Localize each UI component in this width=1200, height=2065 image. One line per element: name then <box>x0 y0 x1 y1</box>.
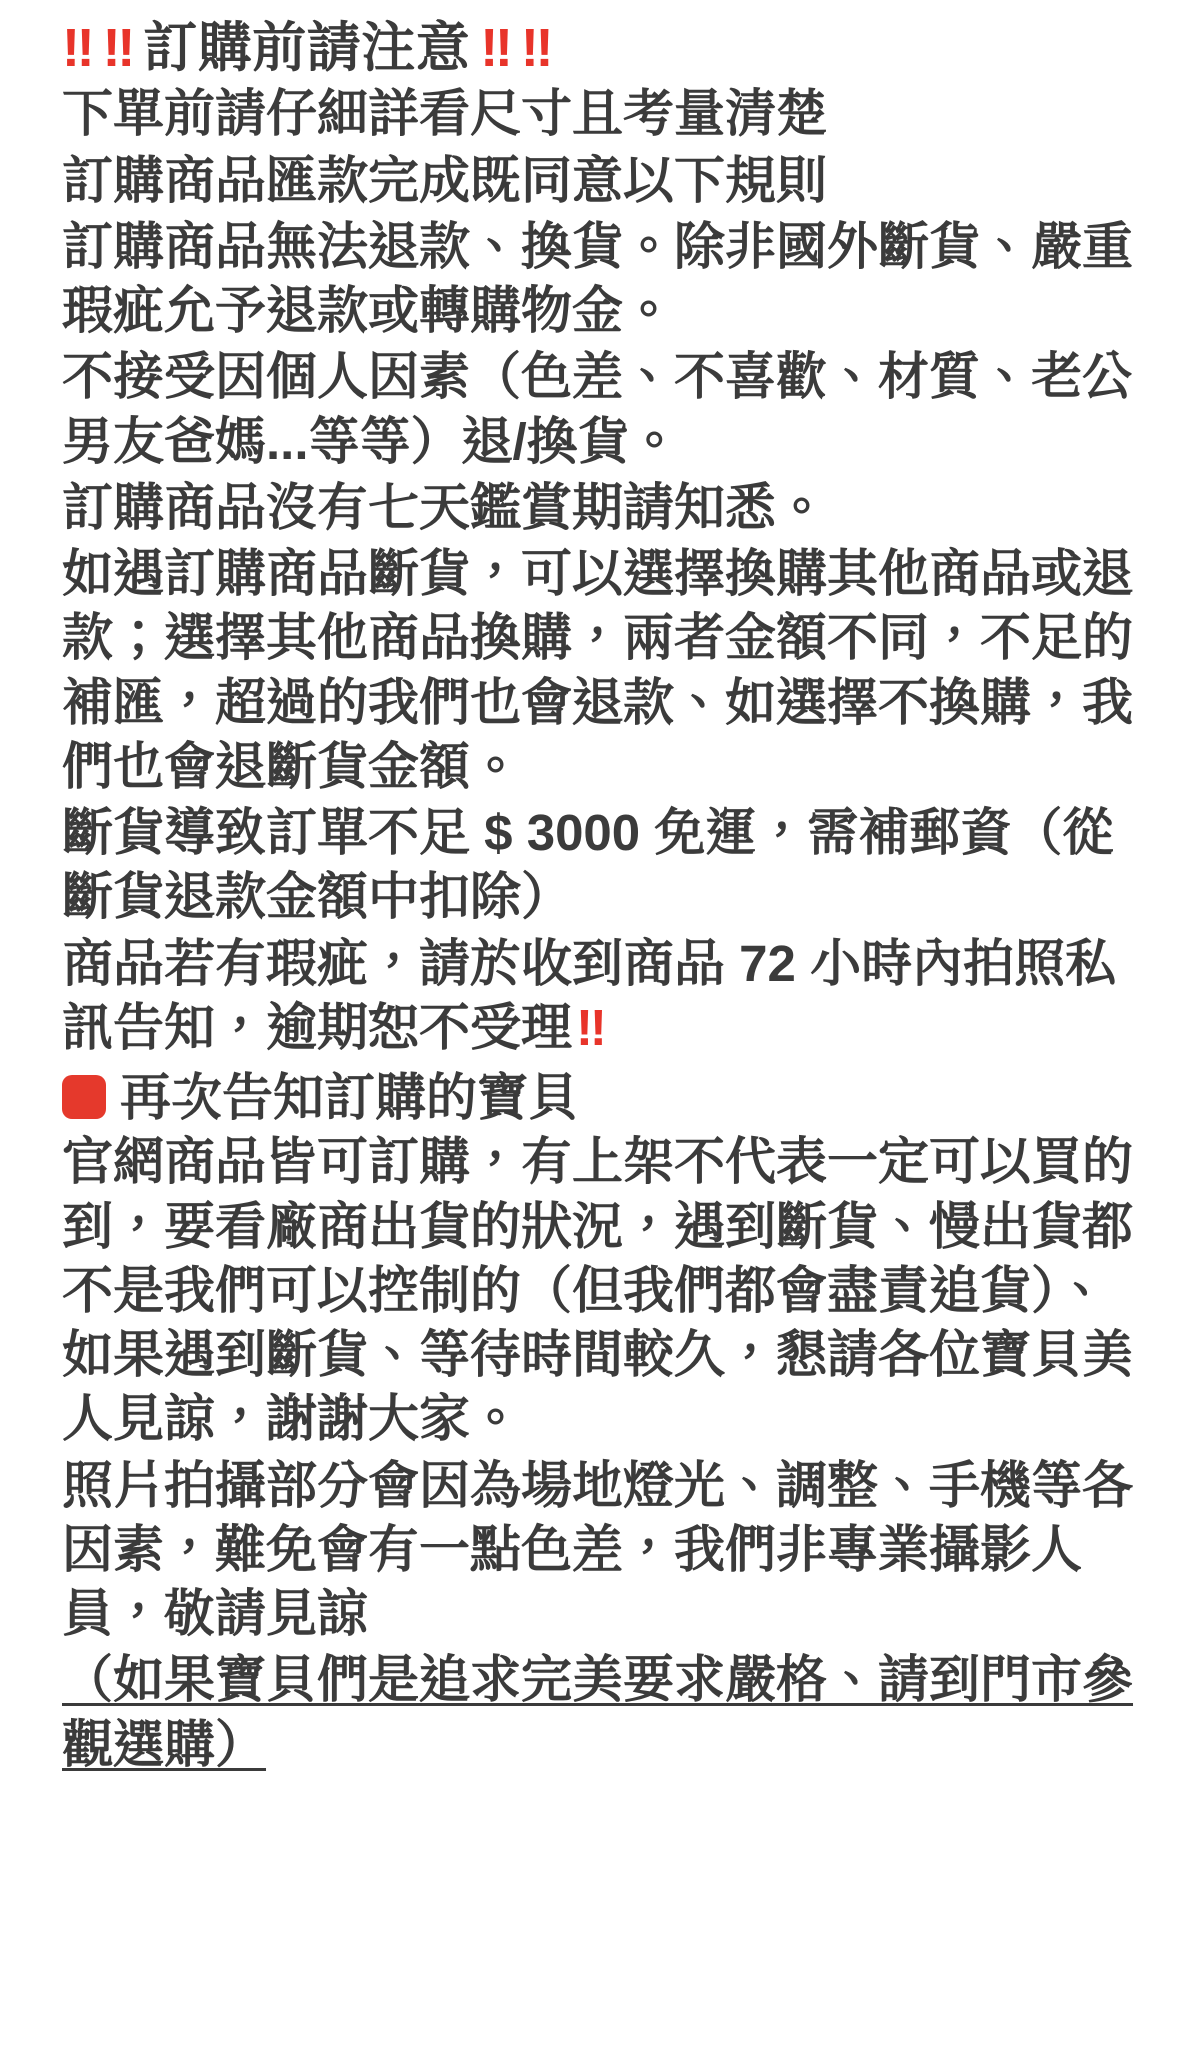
section-notice-heading <box>62 1066 1140 1130</box>
rule-paragraph-stock: 官網商品皆可訂購，有上架不代表一定可以買的到，要看廠商出貨的狀況，遇到斷貨、慢出貨都不是我們可以控制的（但我們都會盡責追貨）、如果遇到斷貨、等待時間較久，懇請各位寶貝美人見諒，謝謝大家。 <box>62 1133 1134 1448</box>
rule-paragraph-defect <box>62 932 1140 1061</box>
rule-paragraph: 訂購商品無法退款、換貨。除非國外斷貨、嚴重瑕疵允予退款或轉購物金。 <box>62 217 1134 340</box>
rule-paragraph-shipping: 斷貨導致訂單不足 $ 3000 免運，需補郵資（從斷貨退款金額中扣除） <box>62 804 1114 926</box>
rule-text-part-b: 換貨。 <box>526 412 680 470</box>
double-exclamation-icon-left: ‼ <box>62 18 93 78</box>
page-title <box>62 18 1140 78</box>
rule-paragraph: 下單前請仔細詳看尺寸且考量清楚 <box>62 85 828 143</box>
rule-paragraph-no-personal-reasons <box>62 345 1140 474</box>
rule-paragraph: 訂購商品沒有七天鑑賞期請知悉。 <box>62 478 828 536</box>
slash-separator: / <box>512 412 527 470</box>
double-exclamation-icon-right: ‼ <box>480 18 511 78</box>
double-exclamation-icon-right-2: ‼ <box>520 18 552 78</box>
rule-text-part-a: 不接受因個人因素（色差、不喜歡、材質、老公男友爸媽...等等）退 <box>62 348 1134 470</box>
rule-paragraph: 訂購商品匯款完成既同意以下規則 <box>62 151 828 209</box>
rule-paragraph: 如遇訂購商品斷貨，可以選擇換購其他商品或退款；選擇其他商品換購，兩者金額不同，不足的補匯，超過的我們也會退款、如選擇不換購，我們也會退斷貨金額。 <box>62 545 1134 795</box>
double-exclamation-icon-inline: ‼ <box>576 998 605 1056</box>
page-title-text: 訂購前請注意 <box>143 18 471 78</box>
closing-note: （如果寶貝們是追求完美要求嚴格、請到門市參觀選購） <box>62 1651 1134 1773</box>
rule-paragraph-photo: 照片拍攝部分會因為場地燈光、調整、手機等各因素，難免會有一點色差，我們非專業攝影人員，敬請見諒 <box>62 1456 1134 1643</box>
double-exclamation-icon-left-2: ‼ <box>102 18 134 78</box>
red-octagon-icon <box>62 1075 106 1119</box>
rule-defect-text: 商品若有瑕疵，請於收到商品 72 小時內拍照私訊告知，逾期恕不受理 <box>62 934 1117 1056</box>
section-notice-heading-text: 再次告知訂購的寶貝 <box>120 1069 580 1127</box>
